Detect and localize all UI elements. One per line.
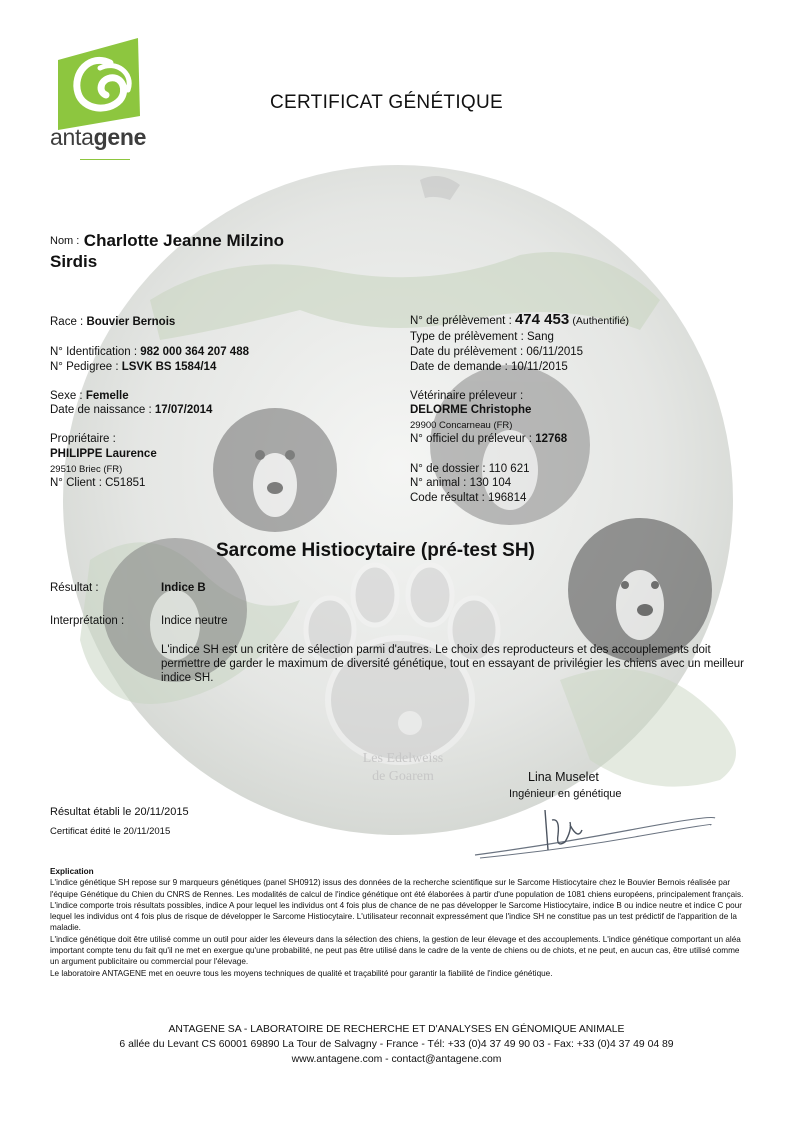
- interpretation-label: Interprétation :: [50, 615, 125, 627]
- name-label: Nom :: [50, 235, 80, 247]
- sample-status: (Authentifié): [572, 315, 630, 327]
- animal-label: N° animal :: [410, 477, 467, 489]
- logo-mark-icon: [50, 38, 160, 136]
- certificate-edited-date: Certificat édité le 20/11/2015: [50, 826, 171, 837]
- result-established-date: Résultat établi le 20/11/2015: [50, 806, 189, 818]
- footer-address: 6 allée du Levant CS 60001 69890 La Tour de Salvagny - France - Tél: +33 (0)4 37 49 90 03 - Fax: +33 (0)4 37 49 04 89: [119, 1039, 674, 1050]
- identification-row: [50, 345, 249, 359]
- signatory-name: Lina Muselet: [528, 770, 599, 784]
- vet-official-label: N° officiel du préleveur :: [410, 433, 533, 445]
- result-code-value: 196814: [488, 492, 527, 504]
- handwritten-signature: [470, 800, 720, 870]
- owner-name-block: [50, 230, 284, 272]
- explanation-block: [50, 866, 750, 979]
- sample-value: 474 453: [514, 311, 570, 328]
- vet-name: DELORME Christophe: [410, 404, 532, 416]
- interpretation-paragraph: L'indice SH est un critère de sélection parmi d'autres. Le choix des reproducteurs et des accouplements doit permettre de garder le maximum de diversité génétique, tout en essayant de privilégier les chiens avec un meilleur indice SH.: [161, 644, 744, 684]
- birth-label: Date de naissance :: [50, 404, 152, 416]
- result-code-label: Code résultat :: [410, 492, 485, 504]
- logo-underline: [80, 159, 130, 160]
- antagene-logo: [50, 38, 160, 163]
- race-label: Race :: [50, 316, 84, 328]
- vet-official-row: [410, 432, 567, 446]
- owner-city: 29510 Briec (FR): [50, 464, 123, 475]
- request-date-label: Date de demande :: [410, 361, 508, 373]
- owner-name-line2: Sirdis: [50, 252, 98, 271]
- pedigree-value: LSVK BS 1584/14: [121, 361, 217, 373]
- explanation-heading: Explication: [50, 867, 94, 876]
- sex-value: Femelle: [85, 390, 129, 402]
- identification-label: N° Identification :: [50, 346, 138, 358]
- vet-label: Vétérinaire préleveur :: [410, 390, 524, 402]
- result-value: Indice B: [161, 582, 206, 594]
- sample-date-row: [410, 345, 583, 359]
- sample-date-label: Date du prélèvement :: [410, 346, 524, 358]
- animal-value: 130 104: [469, 477, 512, 489]
- race-value: Bouvier Bernois: [86, 316, 176, 328]
- animal-row: [410, 476, 511, 490]
- explanation-paragraph-2: L'indice génétique doit être utilisé comme un outil pour aider les éleveurs dans la sélection des chiens, la gestion de leur élevage et des accouplements. L'indice génétique comportant un aléa important compte tenu du fait qu'il ne met en exergue qu'une probabilité, ne peut pas être utilisé dans le cadre de la vente de chiens ou de chiots, et ne peut, en aucun cas, être utilisé comme un argument publicitaire ou commercial pour l'élevage.: [50, 934, 741, 967]
- dog-portrait-1-icon: [213, 408, 337, 532]
- footer-contact: www.antagene.com - contact@antagene.com: [291, 1054, 502, 1065]
- owner-label: Propriétaire :: [50, 433, 116, 445]
- sample-date-value: 06/11/2015: [526, 346, 584, 358]
- dog-portrait-4-icon: [568, 518, 712, 662]
- watermark-text-line2: de Goarem: [372, 769, 434, 784]
- race-row: [50, 315, 175, 329]
- sex-label: Sexe :: [50, 390, 83, 402]
- client-row: [50, 476, 145, 490]
- sample-row: [410, 313, 629, 328]
- interpretation-value: Indice neutre: [161, 615, 228, 627]
- document-title: CERTIFICAT GÉNÉTIQUE: [270, 92, 503, 113]
- sample-type-value: Sang: [527, 331, 554, 343]
- footer-company: ANTAGENE SA - LABORATOIRE DE RECHERCHE ET D'ANALYSES EN GÉNOMIQUE ANIMALE: [168, 1024, 625, 1035]
- signatory-role: Ingénieur en génétique: [509, 788, 622, 800]
- owner-fullname: PHILIPPE Laurence: [50, 448, 157, 460]
- vet-city: 29900 Concarneau (FR): [410, 420, 513, 431]
- logo-text-light: anta: [50, 124, 94, 150]
- pedigree-label: N° Pedigree :: [50, 361, 119, 373]
- sex-row: [50, 389, 129, 403]
- birth-value: 17/07/2014: [154, 404, 213, 416]
- result-label: Résultat :: [50, 582, 99, 594]
- birth-row: [50, 403, 212, 417]
- owner-name-line1: Charlotte Jeanne Milzino: [83, 231, 285, 250]
- explanation-paragraph-3: Le laboratoire ANTAGENE met en oeuvre tous les moyens techniques de qualité et traçabilité pour garantir la fiabilité de l'indice génétique.: [50, 968, 553, 978]
- dossier-value: 110 621: [488, 463, 530, 475]
- client-label: N° Client :: [50, 477, 102, 489]
- identification-value: 982 000 364 207 488: [140, 346, 249, 358]
- dossier-label: N° de dossier :: [410, 463, 486, 475]
- client-value: C51851: [105, 477, 146, 489]
- sample-label: N° de prélèvement :: [410, 315, 512, 327]
- test-title: Sarcome Histiocytaire (pré-test SH): [216, 540, 535, 561]
- pedigree-row: [50, 360, 216, 374]
- sample-type-row: [410, 330, 554, 344]
- watermark-text-line1: Les Edelweiss: [362, 751, 444, 766]
- request-date-value: 10/11/2015: [511, 361, 568, 373]
- logo-text-bold: gene: [93, 124, 147, 150]
- result-code-row: [410, 491, 526, 505]
- vet-official-value: 12768: [535, 433, 568, 445]
- sample-type-label: Type de prélèvement :: [410, 331, 524, 343]
- explanation-paragraph-1: L'indice génétique SH repose sur 9 marqueurs génétiques (panel SH0912) issus des données de la recherche scientifique sur le Sarcome Histiocytaire chez le Bouvier Bernois réalisée par l'équipe Génétique du Chien du CNRS de Rennes. Les modalités de calcul de l'indice génétique ont été élaborées à partir d'une population de 1081 chiens européens, principalement français. L'indice comporte trois résultats possibles, indice A pour lequel les individus ont 4 fois plus de chance de ne pas développer le Sarcome Histiocytaire, indice B ou indice neutre et indice C pour lequel les individus ont 4 fois plus de risque de développer le Sarcome Histiocytaire. L'utilisateur reconnait expressément que l'indice SH ne constitue pas un test prédictif de l'apparition de la maladie.: [50, 878, 744, 933]
- request-date-row: [410, 360, 568, 374]
- dossier-row: [410, 462, 529, 476]
